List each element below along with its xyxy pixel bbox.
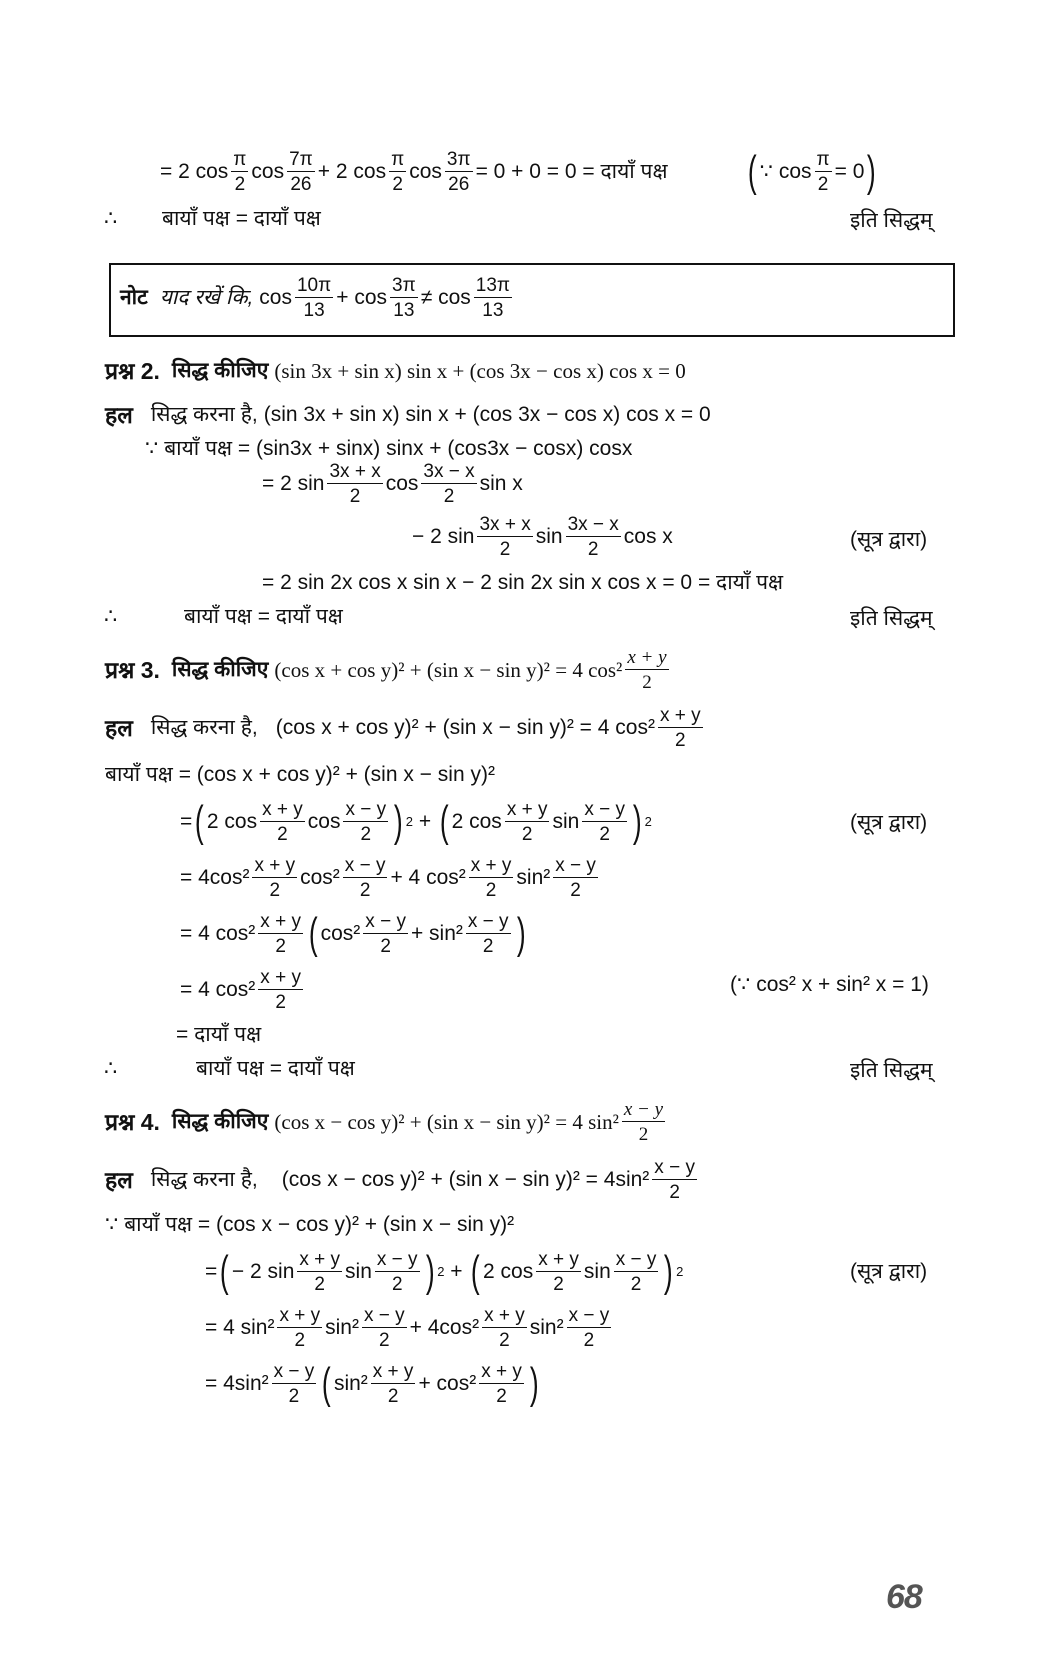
q2-step1: = 2 sin $\frac{3x + x}{2}$ cos $\frac{3x - x}{2}$ sin x: [262, 461, 523, 507]
expr-text: cos: [259, 286, 292, 309]
q2-lhs-line: ∵ बायाँ पक्ष = (sin3x + sinx) sinx + (cos3x − cosx) cosx: [145, 437, 633, 460]
fraction: $\frac{x + y}{2}$: [260, 911, 301, 957]
therefore-line: [104, 1056, 355, 1082]
q3-heading: [105, 648, 672, 692]
fraction: $\frac{x - y}{2}$: [363, 1305, 405, 1351]
fraction: $\frac{x - y}{2}$: [555, 855, 596, 901]
reason-text: ∵ cos: [759, 160, 812, 183]
fraction: $\frac{x + y}{2}$: [299, 1249, 341, 1295]
qed-text: इति सिद्धम्: [850, 1059, 933, 1082]
identity-reason: (∵ cos² x + sin² x = 1): [730, 973, 929, 996]
q4-step1: = ( − 2 sin $\frac{x + y}{2}$ sin $\frac{x - y}{2}$ ) 2 + ( 2 cos $\frac{x + y}{2}$ sin $\frac{x - y}{2}$ ) 2: [205, 1247, 684, 1296]
solution-intro: सिद्ध करना है,: [150, 716, 258, 739]
expr-text: + cos: [336, 286, 388, 309]
question-prompt: सिद्ध कीजिए: [171, 658, 269, 681]
fraction: $\frac{x + y}{2}$: [279, 1305, 321, 1351]
fraction: $\frac{\pi}{2}$: [233, 149, 247, 195]
fraction: $\frac{x - y}{2}$: [654, 1157, 695, 1203]
q3-step4: = 4 cos² $\frac{x + y}{2}$: [180, 967, 301, 1013]
fraction: $\frac{3x + x}{2}$: [329, 461, 381, 507]
expr-text: cos: [409, 160, 442, 183]
q3-lhs-line: बायाँ पक्ष = (cos x + cos y)² + (sin x − sin y)²: [105, 763, 495, 786]
q2-step3: = 2 sin 2x cos x sin x − 2 sin 2x sin x cos x = 0 = दायाँ पक्ष: [262, 571, 784, 594]
fraction: $\frac{x + y}{2}$: [470, 855, 512, 901]
fraction: $\frac{x + y}{2}$: [372, 1361, 414, 1407]
question-prompt: सिद्ध कीजिए: [171, 359, 269, 382]
fraction: $\frac{3x - x}{2}$: [423, 461, 475, 507]
fraction: $\frac{7\pi}{26}$: [289, 149, 313, 195]
fraction: $\frac{10\pi}{13}$: [296, 275, 332, 321]
q3-solution-intro: [105, 706, 706, 750]
therefore-line: [104, 604, 343, 630]
question-statement: (sin 3x + sin x) sin x + (cos 3x − cos x) cos x = 0: [274, 359, 686, 383]
fraction: $\frac{3\pi}{26}$: [446, 149, 471, 195]
q3-step1: = ( 2 cos $\frac{x + y}{2}$ cos $\frac{x - y}{2}$ ) 2 + ( 2 cos $\frac{x + y}{2}$ sin $\frac{x - y}{2}$ ) 2: [180, 797, 652, 846]
reason-text: = 0: [834, 160, 865, 183]
q2-solution-intro: [105, 402, 711, 428]
q4-step3: = 4sin² $\frac{x - y}{2}$ ( sin² $\frac{x + y}{2}$ + cos² $\frac{x + y}{2}$ ): [205, 1359, 539, 1408]
fraction: $\frac{x - y}{2}$: [365, 911, 406, 957]
note-label: नोट: [120, 286, 148, 309]
fraction: $\frac{x + y}{2}$: [538, 1249, 579, 1295]
page-number: 68: [886, 1578, 922, 1616]
expr-text: = 0 + 0 = 0 = दायाँ पक्ष: [475, 160, 668, 183]
conclusion-text: बायाँ पक्ष = दायाँ पक्ष: [184, 605, 343, 628]
note-text: याद रखें कि,: [159, 286, 254, 309]
question-prompt: सिद्ध कीजिए: [171, 1110, 269, 1133]
fraction: $\frac{3x - x}{2}$: [567, 514, 619, 560]
fraction: $\frac{x - y}{2}$: [273, 1361, 315, 1407]
therefore-symbol: ∴: [104, 605, 118, 628]
solution-label: हल: [105, 402, 133, 428]
question-label: प्रश्न 2.: [105, 358, 160, 384]
solution-statement: (cos x − cos y)² + (sin x − sin y)² = 4sin²: [281, 1168, 650, 1191]
formula-note: (सूत्र द्वारा): [850, 1260, 928, 1283]
qed-text: इति सिद्धम्: [850, 209, 933, 232]
q2-step2: − 2 sin $\frac{3x + x}{2}$ sin $\frac{3x - x}{2}$ cos x: [412, 514, 673, 560]
fraction: $\frac{x - y}{2}$: [467, 911, 509, 957]
question-statement: (cos x + cos y)² + (sin x − sin y)² = 4 cos²: [274, 658, 623, 682]
expr-text: = 2 cos: [160, 160, 229, 183]
q4-solution-intro: [105, 1158, 700, 1202]
solution-statement: (sin 3x + sin x) sin x + (cos 3x − cos x) cos x = 0: [263, 403, 711, 426]
q4-heading: [105, 1100, 668, 1144]
fraction: $\frac{x + y}{2}$: [484, 1305, 525, 1351]
question-label: प्रश्न 4.: [105, 1109, 160, 1135]
fraction: $\frac{3x + x}{2}$: [479, 514, 531, 560]
expr-text: ≠ cos: [420, 286, 471, 309]
q3-step2: = 4cos² $\frac{x + y}{2}$ cos² $\frac{x - y}{2}$ + 4 cos² $\frac{x + y}{2}$ sin² $\frac{x - y}{2}$: [180, 855, 596, 901]
q4-lhs-line: ∵ बायाँ पक्ष = (cos x − cos y)² + (sin x − sin y)²: [105, 1213, 515, 1236]
fraction: $\frac{\pi}{2}$: [816, 149, 830, 195]
fraction: $\frac{x + y}{2}$: [627, 647, 667, 693]
expr-text: cos: [251, 160, 285, 183]
solution-statement: (cos x + cos y)² + (sin x − sin y)² = 4 cos²: [275, 716, 655, 739]
fraction: $\frac{x - y}{2}$: [615, 1249, 657, 1295]
fraction: $\frac{x + y}{2}$: [481, 1361, 522, 1407]
q4-step2: = 4 sin² $\frac{x + y}{2}$ sin² $\frac{x - y}{2}$ + 4cos² $\frac{x + y}{2}$ sin² $\frac{x - y}{2}$: [205, 1305, 610, 1351]
fraction: $\frac{x + y}{2}$: [260, 967, 301, 1013]
therefore-symbol: ∴: [104, 207, 118, 230]
expr-text: + 2 cos: [317, 160, 387, 183]
formula-note: (सूत्र द्वारा): [850, 528, 928, 551]
q1-final-step: [160, 150, 668, 194]
question-statement: (cos x − cos y)² + (sin x − sin y)² = 4 sin²: [274, 1110, 619, 1134]
fraction: $\frac{x - y}{2}$: [623, 1099, 664, 1145]
fraction: $\frac{x + y}{2}$: [262, 799, 303, 845]
q2-heading: [105, 358, 686, 384]
solution-label: हल: [105, 1167, 133, 1193]
solution-intro: सिद्ध करना है,: [150, 403, 258, 426]
formula-note: (सूत्र द्वारा): [850, 811, 928, 834]
solution-intro: सिद्ध करना है,: [150, 1168, 258, 1191]
fraction: $\frac{x - y}{2}$: [584, 799, 625, 845]
fraction: $\frac{x - y}{2}$: [344, 855, 386, 901]
q3-step3: = 4 cos² $\frac{x + y}{2}$ ( cos² $\frac{x - y}{2}$ + sin² $\frac{x - y}{2}$ ): [180, 909, 526, 958]
therefore-line: [104, 206, 321, 232]
fraction: $\frac{x + y}{2}$: [659, 705, 701, 751]
conclusion-text: बायाँ पक्ष = दायाँ पक्ष: [162, 207, 321, 230]
fraction: $\frac{x + y}{2}$: [506, 799, 548, 845]
fraction: $\frac{x - y}{2}$: [376, 1249, 418, 1295]
conclusion-text: बायाँ पक्ष = दायाँ पक्ष: [196, 1057, 355, 1080]
qed-text: इति सिद्धम्: [850, 607, 933, 630]
q3-step5: = दायाँ पक्ष: [176, 1023, 262, 1046]
fraction: $\frac{13\pi}{13}$: [475, 275, 510, 321]
note-content: [120, 266, 515, 330]
fraction: $\frac{x - y}{2}$: [345, 799, 387, 845]
therefore-symbol: ∴: [104, 1057, 118, 1080]
fraction: $\frac{3\pi}{13}$: [392, 275, 416, 321]
fraction: $\frac{x - y}{2}$: [568, 1305, 610, 1351]
fraction: $\frac{\pi}{2}$: [391, 149, 405, 195]
solution-label: हल: [105, 715, 133, 741]
question-label: प्रश्न 3.: [105, 657, 160, 683]
q1-reason: ( ∵ cos $\frac{\pi}{2}$ = 0 ): [747, 147, 877, 196]
fraction: $\frac{x + y}{2}$: [254, 855, 296, 901]
